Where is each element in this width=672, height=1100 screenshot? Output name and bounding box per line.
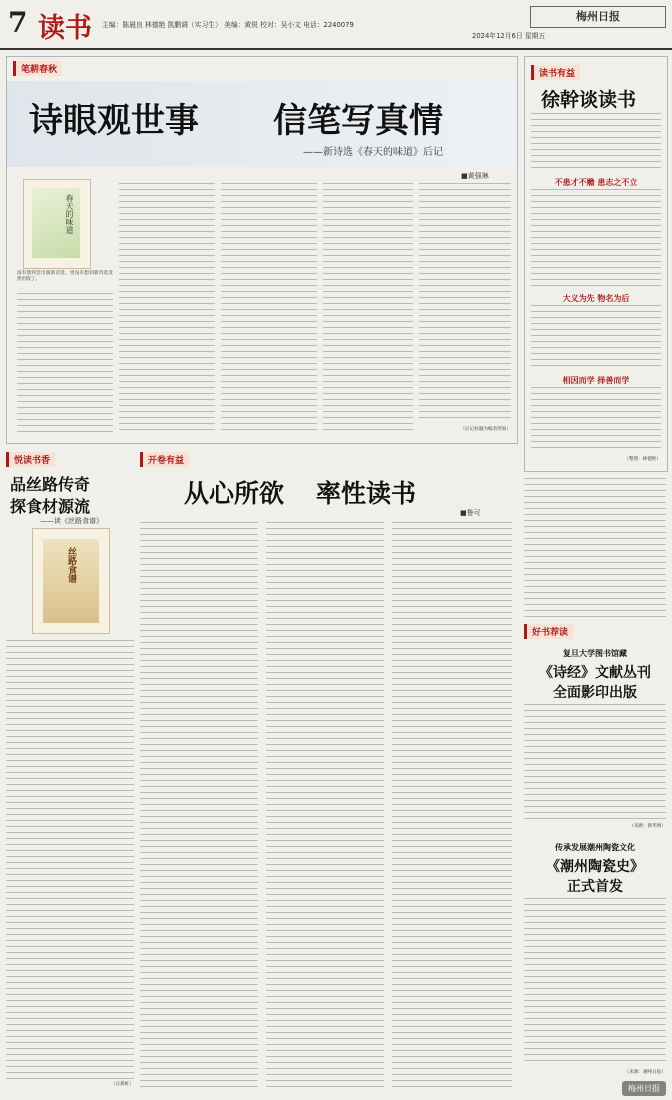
section-title: 读书: [38, 13, 92, 44]
subheading-2: 大义为先 物名为后: [562, 294, 630, 303]
subtitle: ——读《丝路食谱》: [40, 517, 103, 525]
section-text-3: [531, 387, 661, 453]
cover-caption: 没有想到会出版新诗选，更没有想到新诗选竟然出版了。: [17, 271, 113, 283]
title-part-1: 从心所欲: [184, 479, 285, 508]
byline: ■鲁可: [460, 509, 481, 517]
book-title-label: 丝路食谱: [66, 547, 76, 583]
title-banner: [7, 81, 517, 167]
essay-column-3: [392, 522, 512, 1088]
editor-info: 主编：陈晨良 林德艳 凯鹏调（实习生） 美编：黄锐 校对：吴小文 电话：2240079: [102, 21, 354, 29]
book-recommendations: [524, 478, 666, 1092]
section-text-1: [531, 189, 661, 289]
book-title-label: 春天的味道: [65, 194, 74, 234]
title-part-1: 诗眼观世事: [29, 101, 199, 141]
book-review-article: [6, 452, 134, 1092]
subtitle: ——新诗选《春天的味道》后记: [303, 147, 443, 158]
continued-text: [524, 478, 666, 618]
page-number: 7: [8, 6, 28, 39]
byline: ■黄强琳: [461, 172, 489, 180]
title-line-1: 品丝路传奇: [10, 475, 91, 494]
news-2-pretitle: 传承发展潮州陶瓷文化: [555, 843, 635, 852]
review-text: [6, 640, 134, 1080]
column-tag: 好书荐读: [524, 624, 573, 639]
news-2-source: （来源：潮州日报）: [624, 1070, 666, 1075]
text-column-5: [419, 183, 511, 423]
news-1-title: 《诗经》文献丛刊: [539, 665, 651, 681]
news-1-text: [524, 704, 666, 822]
intro-text: [531, 113, 661, 173]
section-text-2: [531, 305, 661, 371]
side-title: 徐幹谈读书: [541, 89, 637, 111]
news-1-pretitle: 复旦大学图书馆藏: [563, 649, 627, 658]
newspaper-logo: 梅州日报: [530, 6, 666, 28]
signature: （整理：林德艳）: [624, 457, 661, 462]
text-column-4: [323, 183, 413, 435]
text-column-3: [221, 183, 317, 435]
text-column-1: [17, 293, 113, 435]
column-tag: 读书有益: [531, 65, 580, 80]
column-tag: 笔耕春秋: [13, 61, 62, 76]
news-1-source: （来源：新华网）: [629, 824, 666, 829]
book-cover: [23, 179, 91, 269]
title-part-2: 率性读书: [316, 479, 417, 508]
title-line-2: 探食材源流: [10, 497, 91, 516]
essay-column-1: [140, 522, 258, 1088]
signature: （汪新虹）: [111, 1082, 134, 1087]
watermark-logo: 梅州日报: [622, 1081, 666, 1096]
book-cover: [32, 528, 110, 634]
news-2-text: [524, 898, 666, 1066]
subheading-1: 不患才不赡 患志之不立: [554, 178, 638, 187]
side-article-top: [524, 56, 668, 472]
reading-essay: [140, 452, 516, 1092]
issue-date: 2024年12月6日 星期五: [472, 32, 546, 40]
news-1-title-2: 全面影印出版: [553, 685, 637, 701]
column-tag: 开卷有益: [140, 452, 189, 467]
subheading-3: 相因而学 择善而学: [562, 376, 630, 385]
masthead: [0, 0, 672, 50]
column-tag: 悦读书香: [6, 452, 55, 467]
news-2-title: 《潮州陶瓷史》: [546, 859, 644, 875]
top-article: [6, 56, 518, 444]
text-column-2: [119, 183, 215, 435]
title-part-2: 信笔写真情: [273, 101, 443, 141]
essay-column-2: [266, 522, 384, 1088]
article-note: （后记标题为编者所加）: [460, 427, 511, 432]
news-2-title-2: 正式首发: [567, 879, 623, 895]
